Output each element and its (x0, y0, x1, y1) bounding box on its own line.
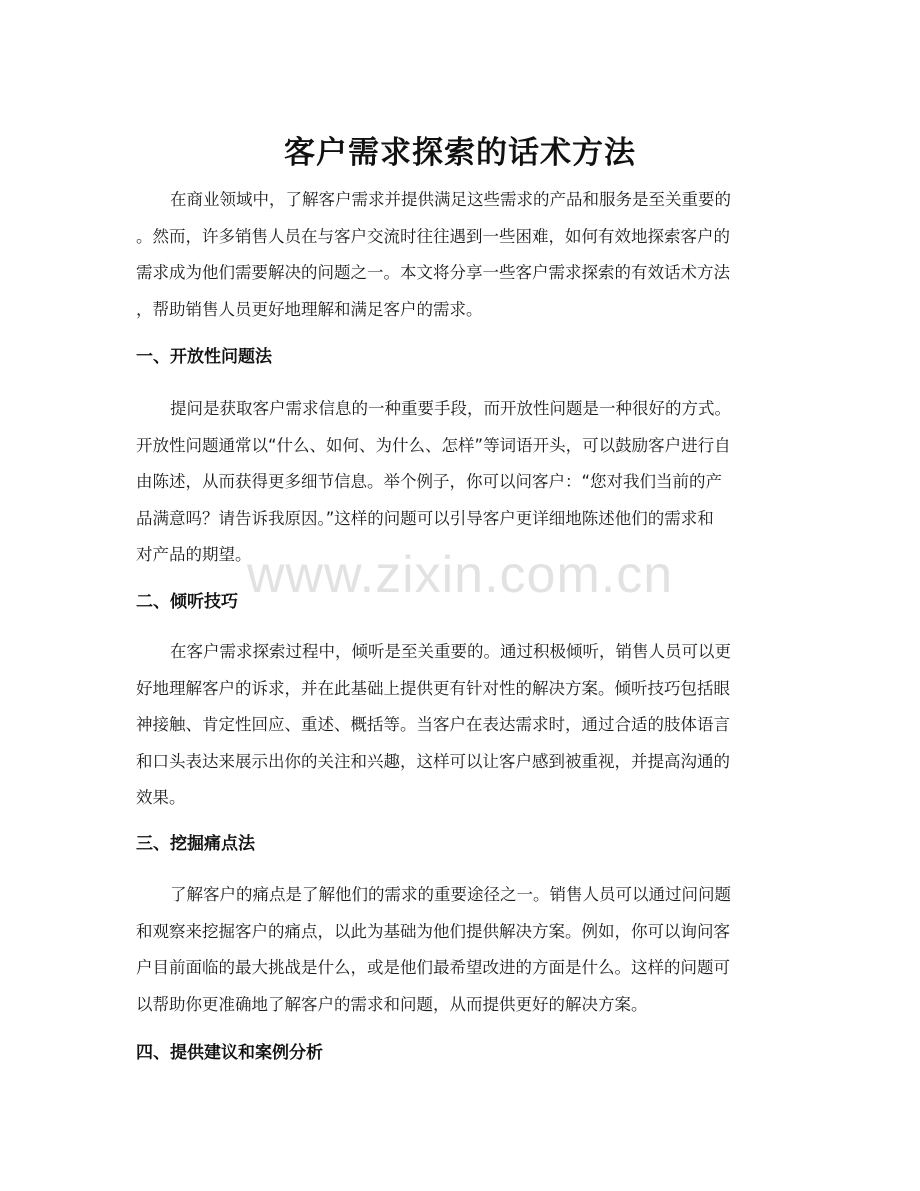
paragraph-line: 对产品的期望。 (136, 545, 252, 564)
paragraph-line: 品满意吗？请告诉我原因。”这样的问题可以引导客户更详细地陈述他们的需求和 (136, 508, 714, 528)
paragraph-line: 由陈述，从而获得更多细节信息。举个例子，你可以问客户：“您对我们当前的产 (136, 472, 723, 491)
section-heading-3: 三、挖掘痛点法 (136, 834, 255, 854)
section-heading-4: 四、提供建议和案例分析 (136, 1043, 323, 1063)
paragraph-line: 了解客户的痛点是了解他们的需求的重要途径之一。销售人员可以通过问问题 (170, 885, 731, 904)
paragraph-line: 神接触、肯定性回应、重述、概括等。当客户在表达需求时，通过合适的肢体语言 (136, 715, 730, 734)
paragraph-line: 。然而，许多销售人员在与客户交流时往往遇到一些困难，如何有效地探索客户的 (136, 226, 730, 246)
section-3-paragraph (136, 877, 786, 1023)
intro-paragraph (136, 182, 786, 328)
paragraph-line: 和口头表达来展示出你的关注和兴趣，这样可以让客户感到被重视，并提高沟通的 (136, 751, 730, 771)
paragraph-line: 效果。 (136, 788, 186, 807)
section-2-paragraph (136, 634, 786, 817)
paragraph-line: 在商业领域中，了解客户需求并提供满足这些需求的产品和服务是至关重要的 (170, 190, 731, 209)
paragraph-line: 开放性问题通常以“什么、如何、为什么、怎样”等词语开头，可以鼓励客户进行自 (136, 435, 731, 455)
paragraph-line: 需求成为他们需要解决的问题之一。本文将分享一些客户需求探索的有效话术方法 (136, 263, 730, 282)
watermark: www.zixin.com.cn (246, 546, 674, 604)
section-heading-2: 二、倾听技巧 (136, 592, 238, 612)
paragraph-line: 户目前面临的最大挑战是什么，或是他们最希望改进的方面是什么。这样的问题可 (136, 958, 730, 977)
section-heading-1: 一、开放性问题法 (136, 347, 272, 367)
section-1-paragraph (136, 391, 786, 574)
paragraph-line: 在客户需求探索过程中，倾听是至关重要的。通过积极倾听，销售人员可以更 (170, 642, 731, 661)
paragraph-line: 提问是获取客户需求信息的一种重要手段，而开放性问题是一种很好的方式。 (170, 399, 731, 418)
paragraph-line: 以帮助你更准确地了解客户的需求和问题，从而提供更好的解决方案。 (136, 994, 648, 1014)
paragraph-line: ，帮助销售人员更好地理解和满足客户的需求。 (136, 299, 483, 319)
document-title: 客户需求探索的话术方法 (284, 134, 636, 171)
paragraph-line: 和观察来挖掘客户的痛点，以此为基础为他们提供解决方案。例如，你可以询问客 (136, 921, 730, 941)
paragraph-line: 好地理解客户的诉求，并在此基础上提供更有针对性的解决方案。倾听技巧包括眼 (136, 678, 730, 698)
